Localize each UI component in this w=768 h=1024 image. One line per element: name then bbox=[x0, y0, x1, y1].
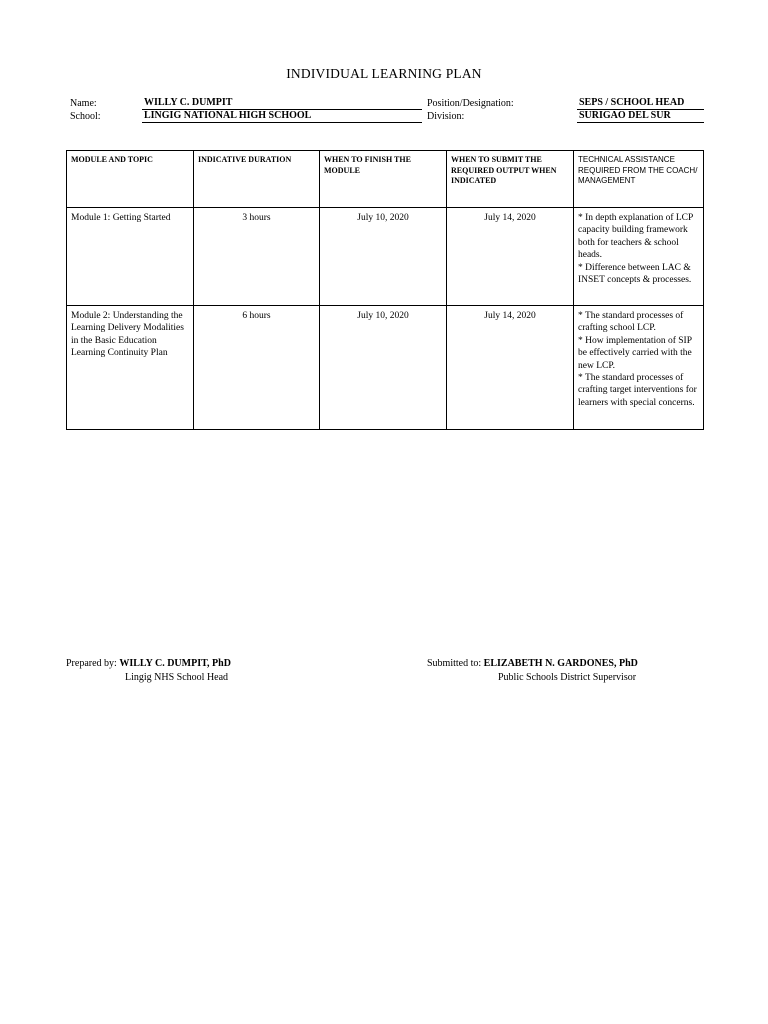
name-value: WILLY C. DUMPIT bbox=[142, 97, 422, 110]
column-header-module: MODULE AND TOPIC bbox=[67, 151, 194, 208]
column-header-assistance: TECHNICAL ASSISTANCE REQUIRED FROM THE COACH/ MANAGEMENT bbox=[574, 151, 704, 208]
duration-cell: 6 hours bbox=[194, 306, 320, 430]
prepared-by-name: WILLY C. DUMPIT, PhD bbox=[119, 658, 231, 669]
prepared-by bbox=[66, 658, 231, 669]
module-cell: Module 2: Understanding the Learning Delivery Modalities in the Basic Education Learning Continuity Plan bbox=[67, 306, 194, 430]
module-cell: Module 1: Getting Started bbox=[67, 208, 194, 306]
column-header-finish: WHEN TO FINISH THE MODULE bbox=[320, 151, 447, 208]
assistance-item: * How implementation of SIP be effectively carried with the new LCP. bbox=[578, 335, 692, 371]
assistance-item: * In depth explanation of LCP capacity building framework both for teachers & school heads. bbox=[578, 213, 693, 261]
learning-plan-table bbox=[66, 150, 704, 430]
prepared-by-label: Prepared by: bbox=[66, 658, 117, 669]
assistance-item: * The standard processes of crafting target interventions for learners with special concerns. bbox=[578, 373, 697, 408]
submitted-to-name: ELIZABETH N. GARDONES, PhD bbox=[483, 658, 638, 669]
table-row bbox=[67, 208, 704, 306]
name-label: Name: bbox=[70, 98, 97, 109]
school-label: School: bbox=[70, 111, 101, 122]
division-value: SURIGAO DEL SUR bbox=[577, 110, 704, 123]
submitted-to-label: Submitted to: bbox=[427, 658, 482, 669]
submit-date-cell: July 14, 2020 bbox=[447, 306, 574, 430]
position-value: SEPS / SCHOOL HEAD bbox=[577, 97, 704, 110]
submitted-to bbox=[427, 658, 638, 669]
document-title: INDIVIDUAL LEARNING PLAN bbox=[286, 66, 482, 81]
submitted-to-title: Public Schools District Supervisor bbox=[498, 672, 637, 683]
column-header-submit: WHEN TO SUBMIT THE REQUIRED OUTPUT WHEN INDICATED bbox=[447, 151, 574, 208]
submit-date-cell: July 14, 2020 bbox=[447, 208, 574, 306]
assistance-cell bbox=[574, 306, 704, 430]
position-label: Position/Designation: bbox=[427, 98, 514, 109]
table-header-row bbox=[67, 151, 704, 208]
assistance-item: * The standard processes of crafting school LCP. bbox=[578, 311, 684, 334]
school-value: LINGIG NATIONAL HIGH SCHOOL bbox=[142, 110, 422, 123]
prepared-by-title: Lingig NHS School Head bbox=[125, 672, 229, 683]
duration-cell: 3 hours bbox=[194, 208, 320, 306]
finish-date-cell: July 10, 2020 bbox=[320, 208, 447, 306]
assistance-cell bbox=[574, 208, 704, 306]
table-row bbox=[67, 306, 704, 430]
column-header-duration: INDICATIVE DURATION bbox=[194, 151, 320, 208]
division-label: Division: bbox=[427, 111, 465, 122]
assistance-item: * Difference between LAC & INSET concepts & processes. bbox=[578, 262, 692, 286]
finish-date-cell: July 10, 2020 bbox=[320, 306, 447, 430]
